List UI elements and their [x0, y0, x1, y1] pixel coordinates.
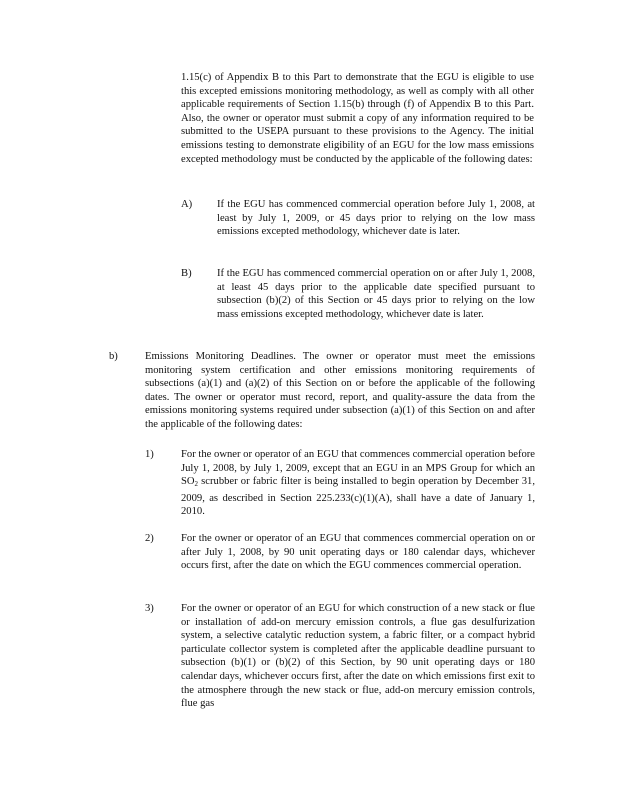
- subsection-a-label: A): [181, 199, 193, 210]
- item-2-text: For the owner or operator of an EGU that commences commercial operation on or after July 1, 2008, by 90 unit operating days or 180 calendar days, whichever occurs first, after the date on which the EGU commences commercial operation.: [181, 533, 535, 572]
- item-3-label: 3): [145, 603, 154, 614]
- item-2-label: 2): [145, 533, 154, 544]
- section-b-label: b): [109, 351, 118, 362]
- item-1-text-before: For the owner or operator of an EGU that commences commercial operation before July 1, 2008, by July 1, 2009, except that an EGU in an MPS Group for which an SO: [181, 449, 535, 488]
- intro-paragraph: 1.15(c) of Appendix B to this Part to demonstrate that the EGU is eligible to use this excepted emissions monitoring methodology, as well as comply with all other applicable requirements of Section 1.15(b) through (f) of Appendix B to this Part. Also, the owner or operator must submit a copy of any information required to be submitted to the USEPA pursuant to these provisions to the Agency. The initial emissions testing to demonstrate eligibility of an EGU for the low mass emissions excepted methodology must be conducted by the applicable of the following dates:: [181, 72, 534, 165]
- item-1-label: 1): [145, 449, 154, 460]
- item-1-text-after: scrubber or fabric filter is being installed to begin operation by December 31, 2009, as described in Section 225.233(c)(1)(A), shall have a date of January 1, 2010.: [181, 476, 535, 518]
- subsection-b-label: B): [181, 268, 192, 279]
- subsection-a-text: If the EGU has commenced commercial operation before July 1, 2008, at least by July 1, 2009, or 45 days prior to relying on the low mass emissions excepted methodology, whichever date is later.: [217, 199, 535, 238]
- item-1-text: [181, 448, 535, 519]
- section-b-text: Emissions Monitoring Deadlines. The owner or operator must meet the emissions monitoring system certification and other emissions monitoring requirements of subsections (a)(1) and (a)(2) of this Section on or before the applicable of the following dates. The owner or operator must record, report, and quality-assure the data from the emissions monitoring systems required under subsection (a)(1) of this Section on and after the applicable of the following dates:: [145, 351, 535, 430]
- so2-subscript: 2: [194, 480, 199, 489]
- subsection-b-text: If the EGU has commenced commercial operation on or after July 1, 2008, at least 45 days prior to the applicable date specified pursuant to subsection (b)(2) of this Section or 45 days prior to relying on the low mass emissions excepted methodology, whichever date is later.: [217, 268, 535, 320]
- item-3-text: For the owner or operator of an EGU for which construction of a new stack or flue or installation of add-on mercury emission controls, a flue gas desulfurization system, a selective catalytic reduction system, a fabric filter, or a compact hybrid particulate collector system is completed after the applicable deadline pursuant to subsection (b)(1) or (b)(2) of this Section, by 90 unit operating days or 180 calendar days, whichever occurs first, after the date on which emissions first exit to the atmosphere through the new stack or flue, add-on mercury emission controls, flue gas: [181, 603, 535, 710]
